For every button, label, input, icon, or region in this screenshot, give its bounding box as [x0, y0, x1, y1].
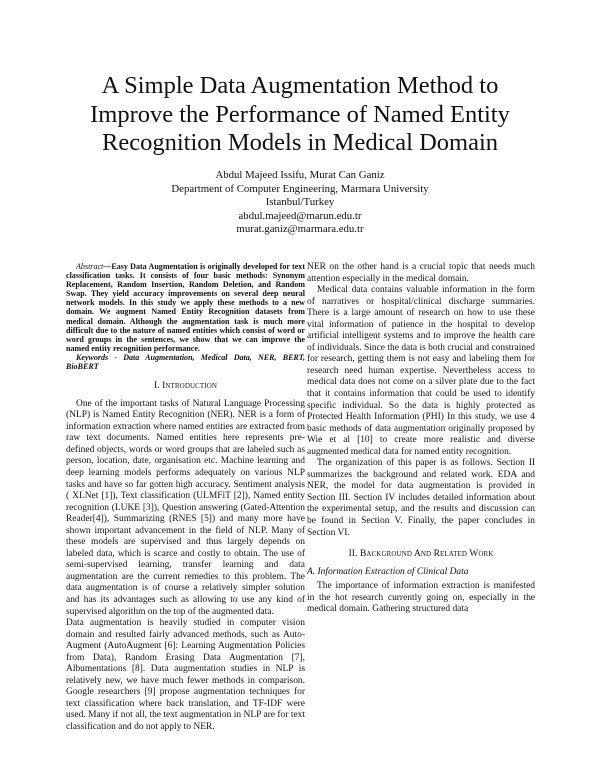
intro-paragraph-3: NER on the other hand is a crucial topic that needs much attention especially in the medical domain. [307, 262, 535, 284]
subsection-a-heading: A. Information Extraction of Clinical Data [307, 566, 469, 577]
section-2-heading [307, 549, 535, 561]
abstract-label: Abstract [76, 262, 104, 271]
keywords: Keywords - Data Augmentation, Medical Data, NER, BERT, BioBERT [66, 352, 305, 372]
right-column [307, 262, 535, 616]
intro-paragraph-2: Data augmentation is heavily studied in computer vision domain and resulted fairly advanced methods, such as Auto-Augment (AutoAugment [6]: Learning Augmentation Policies from Data), Random Erasing Data Augmentation [7], Albumentations [8]. Data augmentation studies in NLP is relatively new, we have much fewer methods in comparison. Google researchers [9] propose augmentation techniques for text classification where back translation, and TF-IDF were used. Many if not all, the text augmentation in NLP are for text classification and do not apply to NER. [66, 618, 305, 732]
author-email-1: abdul.majeed@marun.edu.tr [238, 209, 362, 222]
section-1-heading [66, 381, 305, 393]
title-line-3: Recognition Models in Medical Domain [101, 129, 499, 156]
intro-paragraph-5: The organization of this paper is as follows. Section II summarizes the background and related work. EDA and NER, the model for data augmentation is provided in Section III. Section IV includes detailed information about the experimental setup, and the results and discussion can be found in Section V. Finally, the paper concludes in Section VI. [307, 458, 535, 538]
left-column [66, 262, 305, 734]
author-names: Abdul Majeed Issifu, Murat Can Ganiz [215, 169, 385, 181]
section-1-title: Introduction [162, 381, 218, 392]
author-affiliation: Department of Computer Engineering, Marmara University [171, 182, 429, 195]
background-paragraph-1: The importance of information extraction is manifested in the hot research currently going on, especially in the medical domain. Gathering structured data [307, 581, 535, 615]
title-line-2: Improve the Performance of Named Entity [90, 100, 510, 128]
abstract-text: —Easy Data Augmentation is originally developed for text classification tasks. It consists of four basic methods: Synonym Replacement, Random Insertion, Random Deletion, and Random Swap. They yield accuracy improvements on several deep neural network models. In this study we apply these methods to a new domain. We augment Named Entity Recognition datasets from medical domain. Although the augmentation task is much more difficult due to the nature of named entities which consist of word or word groups in the sentences, we show that we can improve the named entity recognition performance. [66, 262, 305, 353]
intro-paragraph-1: One of the important tasks of Natural Language Processing (NLP) is Named Entity Recognition (NER). NER is a form of information extraction where named entities are extracted from raw text documents. Named entities here represents pre-defined objects, words or word groups that are labeled such as person, location, date, organisation etc. Machine learning and deep learning models performs adequately on various NLP tasks and have so far gotten high accuracy. Sentiment analysis ( XLNet [1]), Text classification (ULMFiT [2]), Named entity recognition (LUKE [3]), Question answering (Gated-Attention Reader[4]), Summarizing (RNES [5]) and many more have shown important advancement in the field of NLP. Many of these models are supervised and thus largely depends on labeled data, which is scarce and costly to obtain. The use of semi-supervised learning, transfer learning and data augmentation are the current remedies to this problem. The data augmentation is of course a relatively simpler solution and has its advantages such as allowing to use any kind of supervised algorithm on the top of the augmented data. [66, 398, 305, 617]
section-2-title: Background And Related Work [359, 549, 494, 560]
section-2-numeral: II. [348, 549, 358, 560]
author-block [100, 169, 500, 237]
intro-paragraph-4: Medical data contains valuable information in the form of narratives or hospital/clinical discharge summaries. There is a large amount of research on how to use these vital information of patience in the hospital to develop artificial intelligent systems and to improve the health care of individuals. Since the data is both crucial and constrained for research, getting them is not easy and labeling them for research need human expertise. Nevertheless access to medical data does not come on a silver plate due to the fact that it contains information that could be used to identify specific individual. So the data is highly protected as Protected Health Information (PHI) In this study, we use 4 basic methods of data augmentation originally proposed by Wie et al [10] to create more realistic and diverse augmented medical data for named entity recognition. [307, 285, 535, 457]
title-line-1: A Simple Data Augmentation Method to [101, 72, 499, 99]
paper-title [40, 72, 560, 158]
section-1-numeral: I. [153, 381, 160, 392]
author-email-2: murat.ganiz@marmara.edu.tr [236, 223, 364, 236]
abstract [66, 262, 305, 353]
author-location: Istanbul/Turkey [265, 196, 335, 209]
